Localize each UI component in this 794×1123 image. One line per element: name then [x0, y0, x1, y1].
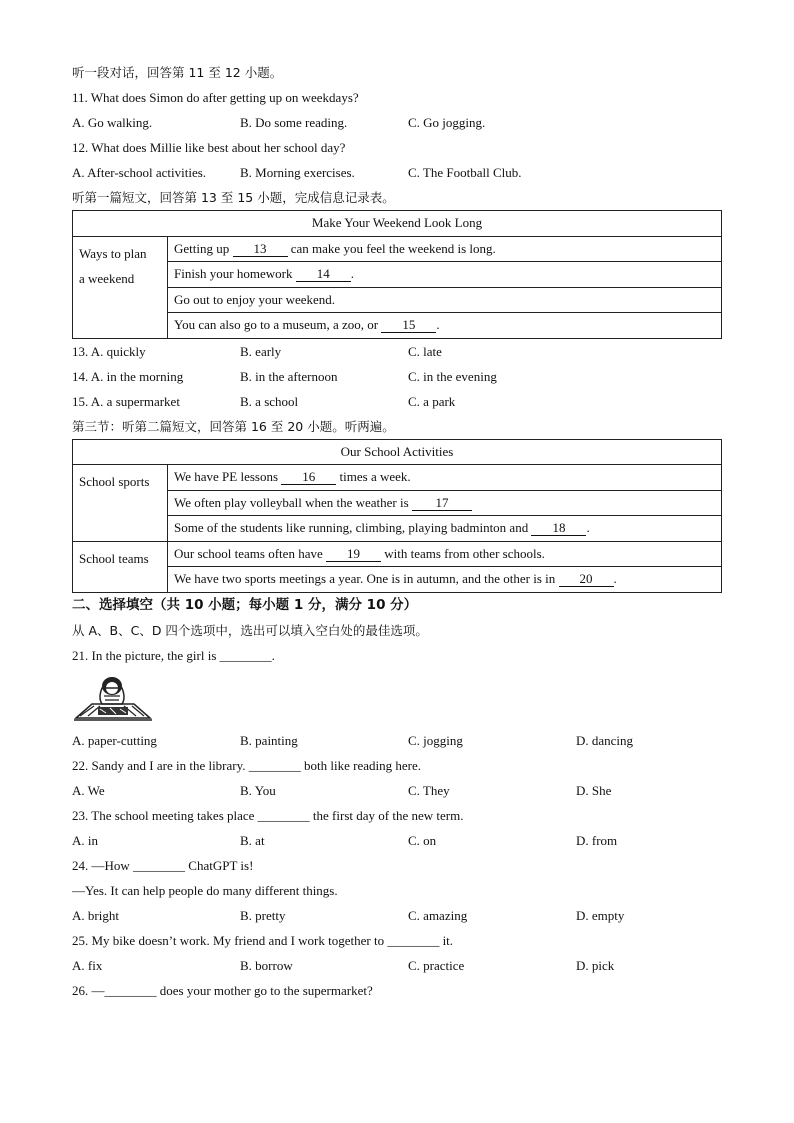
- school-activities-table: [72, 439, 722, 593]
- blank-15: 15: [381, 318, 436, 333]
- row-text: .: [586, 520, 590, 536]
- blank-13: 13: [233, 242, 288, 257]
- question-26-stem: 26. —________ does your mother go to the supermarket?: [72, 982, 373, 998]
- part-2-heading: 二、选择填空（共 10 小题；每小题 1 分，满分 10 分）: [72, 596, 418, 613]
- row-text: You can also go to a museum, a zoo, or: [174, 317, 382, 333]
- option-d: D. dancing: [576, 732, 634, 748]
- question-14-options: [72, 364, 722, 389]
- option-c: C. late: [408, 343, 442, 359]
- girl-paper-cutting-picture: [72, 668, 722, 728]
- option-b: B. a school: [240, 393, 299, 409]
- option-b: B. borrow: [240, 957, 293, 973]
- table-row: Go out to enjoy your weekend.: [168, 287, 722, 313]
- question-24-reply: —Yes. It can help people do many different things.: [72, 882, 338, 898]
- option-a: A. bright: [72, 907, 119, 923]
- option-a: A. in: [72, 832, 98, 848]
- row-text: Some of the students like running, climbing, playing badminton and: [174, 520, 532, 536]
- blank-14: 14: [296, 267, 351, 282]
- row-header: [73, 236, 168, 338]
- option-b: B. at: [240, 832, 265, 848]
- question-21-stem: 21. In the picture, the girl is ________.: [72, 647, 275, 663]
- option-a: A. fix: [72, 957, 103, 973]
- weekend-record-table: [72, 210, 722, 339]
- row-text: with teams from other schools.: [380, 545, 545, 561]
- row-text: .: [436, 317, 440, 333]
- option-a: 15. A. a supermarket: [72, 393, 180, 409]
- question-22-options: [72, 778, 722, 803]
- option-b: B. painting: [240, 732, 298, 748]
- option-b: B. Do some reading.: [240, 115, 348, 130]
- row-header-line-1: Ways to plan: [79, 245, 147, 261]
- table-row: [168, 236, 722, 262]
- row-text: Our school teams often have: [174, 545, 326, 561]
- row-text: We often play volleyball when the weather is: [174, 494, 412, 510]
- option-b: B. in the afternoon: [240, 368, 338, 384]
- option-c: C. practice: [408, 957, 465, 973]
- option-c: C. The Football Club.: [408, 165, 522, 180]
- option-d: D. She: [576, 782, 612, 798]
- option-d: D. from: [576, 832, 618, 848]
- question-11-options: [72, 110, 722, 135]
- option-a: A. After-school activities.: [72, 165, 207, 180]
- option-a: A. We: [72, 782, 105, 798]
- row-text: We have PE lessons: [174, 469, 282, 485]
- option-c: C. a park: [408, 393, 456, 409]
- table-row: [168, 567, 722, 593]
- option-a: 13. A. quickly: [72, 343, 146, 359]
- option-c: C. Go jogging.: [408, 115, 486, 130]
- question-21-options: [72, 728, 722, 753]
- question-22-stem: 22. Sandy and I are in the library. ________ both like reading here.: [72, 757, 421, 773]
- option-d: D. empty: [576, 907, 625, 923]
- question-15-options: [72, 389, 722, 414]
- blank-20: 20: [559, 572, 614, 587]
- option-c: C. in the evening: [408, 368, 497, 384]
- passage-1-intro: 听第一篇短文，回答第 13 至 15 小题，完成信息记录表。: [72, 190, 395, 205]
- table-row: [168, 262, 722, 288]
- question-24-stem: 24. —How ________ ChatGPT is!: [72, 857, 254, 873]
- passage-2-intro: 第三节：听第二篇短文，回答第 16 至 20 小题。听两遍。: [72, 418, 395, 434]
- question-25-options: [72, 953, 722, 978]
- option-c: C. amazing: [408, 907, 468, 923]
- row-header-sports: School sports: [73, 465, 168, 542]
- option-c: C. jogging: [408, 732, 463, 748]
- row-text: Finish your homework: [174, 266, 296, 282]
- option-c: C. on: [408, 832, 437, 848]
- question-12-stem: 12. What does Millie like best about her school day?: [72, 140, 346, 155]
- blank-18: 18: [531, 521, 586, 536]
- dialogue-intro: 听一段对话，回答第 11 至 12 小题。: [72, 65, 283, 80]
- option-a: 14. A. in the morning: [72, 368, 184, 384]
- table-row: [168, 516, 722, 542]
- row-text: .: [613, 571, 617, 587]
- table-row: [168, 313, 722, 339]
- table-title: Our School Activities: [73, 439, 722, 465]
- row-header-line-2: a weekend: [79, 270, 135, 286]
- option-b: B. early: [240, 343, 282, 359]
- option-a: A. paper-cutting: [72, 732, 157, 748]
- option-d: D. pick: [576, 957, 615, 973]
- question-23-stem: 23. The school meeting takes place ________ the first day of the new term.: [72, 807, 464, 823]
- table-row: [168, 465, 722, 491]
- table-row: [168, 541, 722, 567]
- question-24-options: [72, 903, 722, 928]
- table-title: Make Your Weekend Look Long: [73, 211, 722, 237]
- row-text: Getting up: [174, 240, 233, 256]
- option-b: B. You: [240, 782, 276, 798]
- blank-16: 16: [281, 470, 336, 485]
- option-c: C. They: [408, 782, 450, 798]
- question-25-stem: 25. My bike doesn’t work. My friend and I work together to ________ it.: [72, 932, 454, 948]
- girl-illustration-icon: [72, 674, 154, 726]
- row-header-teams: School teams: [73, 541, 168, 592]
- row-text: We have two sports meetings a year. One is in autumn, and the other is in: [174, 571, 559, 587]
- row-text: .: [350, 266, 354, 282]
- option-b: B. Morning exercises.: [240, 165, 355, 180]
- question-12-options: [72, 160, 722, 185]
- row-text: can make you feel the weekend is long.: [287, 240, 496, 256]
- blank-19: 19: [326, 547, 381, 562]
- row-text: times a week.: [336, 469, 411, 485]
- exam-page: [72, 60, 722, 1003]
- blank-17: 17: [412, 496, 472, 511]
- part-2-instruction: 从 A、B、C、D 四个选项中，选出可以填入空白处的最佳选项。: [72, 622, 428, 638]
- question-13-options: [72, 339, 722, 364]
- question-23-options: [72, 828, 722, 853]
- option-b: B. pretty: [240, 907, 286, 923]
- question-11-stem: 11. What does Simon do after getting up on weekdays?: [72, 90, 359, 105]
- option-a: A. Go walking.: [72, 115, 153, 130]
- table-row: [168, 490, 722, 516]
